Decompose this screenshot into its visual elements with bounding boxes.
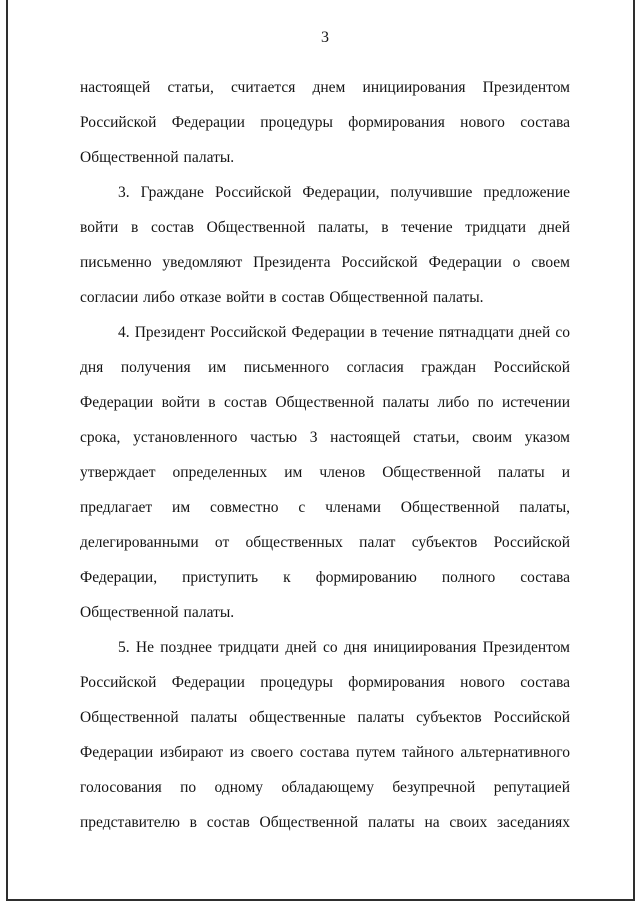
paragraph-item-5: 5. Не позднее тридцати дней со дня инициирования Президентом Российской Федерации процедуры формирования нового состава Общественной палаты общественные палаты субъектов Российской Федерации избирают из своего состава путем тайного альтернативного голосования по одному обладающему безупречной репутацией представителю в состав Общественной палаты на своих заседаниях bbox=[80, 639, 570, 831]
scan-edge-bottom bbox=[6, 899, 635, 901]
scan-edge-right bbox=[633, 0, 635, 900]
scan-edge-left bbox=[6, 0, 8, 900]
page-number: 3 bbox=[321, 29, 329, 46]
page-content bbox=[80, 28, 570, 840]
paragraph-item-3: 3. Граждане Российской Федерации, получившие предложение войти в состав Общественной палаты, в течение тридцати дней письменно уведомляют Президента Российской Федерации о своем согласии либо отказе войти в состав Общественной палаты. bbox=[80, 184, 570, 306]
paragraph-continuation: настоящей статьи, считается днем инициирования Президентом Российской Федерации процедуры формирования нового состава Общественной палаты. bbox=[80, 79, 570, 166]
paragraph-item-4: 4. Президент Российской Федерации в течение пятнадцати дней со дня получения им письменного согласия граждан Российской Федерации войти в состав Общественной палаты либо по истечении срока, установленного частью 3 настоящей статьи, своим указом утверждает определенных им членов Общественной палаты и предлагает им совместно с членами Общественной палаты, делегированными от общественных палат субъектов Российской Федерации, приступить к формированию полного состава Общественной палаты. bbox=[80, 324, 570, 621]
